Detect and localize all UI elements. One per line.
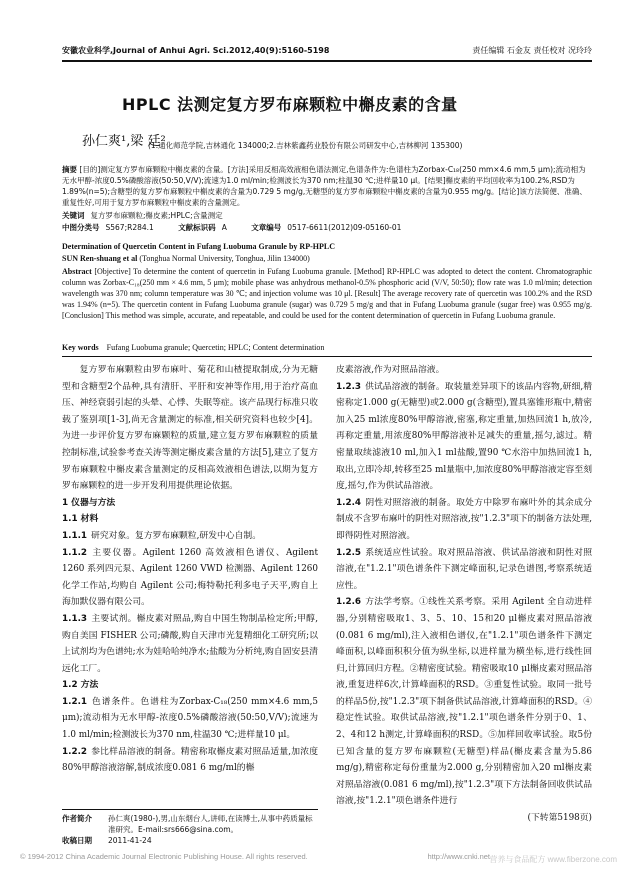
article-no-value: 0517-6611(2012)09-05160-01 bbox=[287, 223, 402, 232]
article-title: HPLC 法测定复方罗布麻颗粒中槲皮素的含量 bbox=[122, 95, 458, 114]
publisher-url: http://www.cnki.net bbox=[427, 852, 490, 861]
body-column-left bbox=[62, 362, 318, 777]
doc-code-label: 文献标识码 bbox=[178, 223, 216, 232]
header-rule bbox=[62, 60, 592, 62]
article-no-label: 文章编号 bbox=[251, 223, 282, 232]
text-1-2-2: 参比样品溶液的制备。精密称取槲皮素对照品适量,加浓度80%甲醇溶液溶解,制成浓度0.081 6 mg/ml的槲 bbox=[62, 746, 318, 774]
section-heading-1: 1 仪器与方法 bbox=[62, 497, 116, 508]
article-authors: 孙仁爽¹,梁 廷² bbox=[82, 134, 166, 149]
english-abstract-text: [Objective] To determine the content of quercetin in Fufang Luobuma granule. [Method] RP-HPLC was adopted to detect the content. Chromatographic column was Zorbax-C₁₈(250 mm × 4.6 mm, 5 μm); mobile phase was anhydrous methanol-0.5% phosphoric acid (V/V, 50:50); flow rate was 1.0 ml/min; detection wavelength was 370 nm; column temperature was 30 ℃; and injection volume was 10 μl. [Result] The average recovery rate of quercetin was 100.2% and the RSD was 1.94% (n=5). The quercetin content in Fufang Luobuma granule (sugar) was 0.729 5 mg/g and that in Fufang Luobuma granule (sugar free) was 0.955 mg/g. [Conclusion] This method was simple, accurate, and repeatable, and could be used for the content determination of quercetin in Fufang Luobuma granule. bbox=[62, 267, 592, 320]
text-1-2-3: 供试品溶液的制备。取装量差异项下的该品内容物,研细,精密称定1.000 g(无糖型)或2.000 g(含糖型),置具塞锥形瓶中,精密加入25 ml浓度80%甲醇溶液,密塞,称定重量,加热回流1 h,放冷,再称定重量,用浓度80%甲醇溶液补足减失的重量,摇匀,滤过。精密量取续滤液10 ml,加入1 ml盐酸,置90 ℃水浴中加热回流1 h,取出,立即冷却,转移至25 ml量瓶中,加浓度80%甲醇溶液定容至刻度,摇匀,作为供试品溶液。 bbox=[336, 381, 592, 492]
doc-code-value: A bbox=[221, 223, 227, 232]
paragraph-1-1-3 bbox=[62, 611, 318, 677]
number-1-2-4: 1.2.4 bbox=[336, 497, 362, 508]
continued-text: 皮素溶液,作为对照品溶液。 bbox=[336, 365, 445, 375]
abstract-rule bbox=[62, 356, 592, 357]
journal-citation: 安徽农业科学,Journal of Anhui Agri. Sci.2012,40(9):5160-5198 bbox=[62, 45, 330, 55]
number-1-2-3: 1.2.3 bbox=[336, 381, 362, 392]
received-date-row bbox=[62, 835, 318, 846]
received-date-label: 收稿日期 bbox=[62, 836, 92, 845]
author-bio-row bbox=[62, 813, 318, 835]
number-1-1-1: 1.1.1 bbox=[62, 530, 88, 541]
author-bio-text: 孙仁爽(1980-),男,山东烟台人,讲师,在读博士,从事中药质量标准研究。E-mail:srs666@sina.com。 bbox=[108, 814, 313, 834]
number-1-2-2: 1.2.2 bbox=[62, 746, 88, 757]
paragraph-1-2-6 bbox=[336, 594, 592, 810]
continued-on-page: (下转第5198页) bbox=[527, 813, 592, 824]
intro-paragraph: 复方罗布麻颗粒由罗布麻叶、菊花和山楂提取制成,分为无糖型和含糖型2个品种,具有清肝、平肝和安神等作用,用于治疗高血压、神经衰弱引起的头晕、心悸、失眠等症。该产品现行标准只收载了鉴别项[1-3],尚无含量测定的标准,相关研究资料也较少[4]。为进一步评价复方罗布麻颗粒的质量,建立复方罗布麻颗粒的质量控制标准,试验参考查关涛等测定槲皮素含量的方法[5],建立了复方罗布麻颗粒中槲皮素含量测定的反相高效液相色谱法,以期为复方罗布麻颗粒的进一步开发利用提供理论依据。 bbox=[62, 365, 318, 492]
paragraph-1-2-3 bbox=[336, 379, 592, 495]
body-column-right bbox=[336, 362, 592, 827]
text-1-1-2: 主要仪器。Agilent 1260 高效液相色谱仪、Agilent 1260 系列四元泵、Agilent 1260 VWD 检测器、Agilent 1260 化学工作站,均购自 Agilent 公司;梅特勒托利多电子天平,购自上海加默仪器有限公司。 bbox=[62, 547, 318, 608]
abstract-cn bbox=[62, 164, 592, 208]
number-1-1-3: 1.1.3 bbox=[62, 613, 88, 624]
english-keywords-label: Key words bbox=[62, 343, 99, 352]
text-1-1-1: 研究对象。复方罗布麻颗粒,研发中心自制。 bbox=[91, 530, 261, 541]
received-date-text: 2011-41-24 bbox=[108, 836, 152, 845]
keywords-cn-text: 复方罗布麻颗粒;槲皮素;HPLC;含量测定 bbox=[90, 211, 223, 220]
section-heading-1-1: 1.1 材料 bbox=[62, 514, 99, 525]
number-1-2-1: 1.2.1 bbox=[62, 696, 88, 707]
keywords-cn bbox=[62, 210, 245, 221]
text-1-1-3: 主要试剂。槲皮素对照品,购自中国生物制品检定所;甲醇,购自美国 FISHER 公司;磷酸,购自天津市光复精细化工研究所;以上试剂均为色谱纯;水为娃哈哈纯净水;盐酸为分析纯,购自固安县清远化工厂。 bbox=[62, 613, 318, 674]
english-abstract bbox=[62, 266, 592, 321]
paragraph-1-1-2 bbox=[62, 545, 318, 611]
english-title: Determination of Quercetin Content in Fufang Luobuma Granule by RP-HPLC bbox=[62, 242, 335, 251]
text-1-2-5: 系统适应性试验。取对照品溶液、供试品溶液和阴性对照溶液,在"1.2.1"项色谱条件下测定峰面积,记录色谱图,考察系统适应性。 bbox=[336, 547, 592, 591]
english-author bbox=[62, 254, 310, 263]
section-heading-1-2: 1.2 方法 bbox=[62, 680, 99, 691]
number-1-2-5: 1.2.5 bbox=[336, 547, 362, 558]
text-1-2-6: 方法学考察。①线性关系考察。采用 Agilent 全自动进样器,分别精密吸取1、3、5、10、15和20 μl槲皮素对照品溶液(0.081 6 mg/ml),注入液相色谱仪,在"1.2.1"项色谱条件下测定峰面积,以峰面积积分值为纵坐标,以进样量为横坐标,进行线性回归,计算回归方程。②精密度试验。精密吸取10 μl槲皮素对照品溶液,重复进样6次,计算峰面积的RSD。③重复性试验。取同一批号的样品5份,按"1.2.3"项下制备供试品溶液,计算峰面积的RSD。④稳定性试验。取供试品溶液,按"1.2.1"项色谱条件分别于0、1、2、4和12 h测定,计算峰面积的RSD。⑤加样回收率试验。取5份已知含量的复方罗布麻颗粒(无糖型)样品(槲皮素含量为5.86 mg/g),精密称定每份重量为2.000 g,分别精密加入20 ml槲皮素对照品溶液(0.081 6 mg/ml),按"1.2.3"项下方法制备回收供试品溶液,按"1.2.1"项色谱条件进行 bbox=[336, 597, 592, 807]
number-1-2-6: 1.2.6 bbox=[336, 597, 362, 608]
classification-line bbox=[62, 222, 423, 233]
text-1-2-4: 阴性对照溶液的制备。取处方中除罗布麻叶外的其余成分制成不含罗布麻叶的阴性对照溶液,按"1.2.3"项下的制备方法处理,即得阴性对照溶液。 bbox=[336, 497, 592, 541]
footnote bbox=[62, 813, 318, 846]
keywords-cn-label: 关键词 bbox=[62, 211, 85, 220]
running-header bbox=[62, 42, 592, 58]
paragraph-1-2-1 bbox=[62, 694, 318, 744]
paragraph-1-1-1 bbox=[62, 528, 318, 545]
paragraph-1-2-5 bbox=[336, 545, 592, 595]
english-keywords bbox=[62, 343, 324, 352]
author-bio-label: 作者简介 bbox=[62, 814, 92, 823]
text-1-2-1: 色谱条件。色谱柱为Zorbax-C₁₈(250 mm×4.6 mm,5 μm);流动相为无水甲醇-浓度0.5%磷酸溶液(50:50,V/V);流速为1.0 ml/min;检测波长为370 nm,柱温30 ℃;进样量10 μl。 bbox=[62, 696, 318, 741]
english-affiliation: (Tonghua Normal University, Tonghua, Jilin 134000) bbox=[139, 254, 310, 263]
footnote-rule bbox=[62, 809, 318, 810]
site-watermark: 营养与食品配方 www.fiberzone.com bbox=[489, 855, 617, 864]
english-author-name: SUN Ren-shuang et al bbox=[62, 254, 138, 263]
paragraph-1-2-2 bbox=[62, 744, 318, 777]
paragraph-1-2-4 bbox=[336, 495, 592, 545]
clc-value: S567;R284.1 bbox=[105, 223, 154, 232]
clc-label: 中图分类号 bbox=[62, 223, 100, 232]
editor-credits: 责任编辑 石金友 责任校对 况玲玲 bbox=[472, 45, 592, 55]
number-1-1-2: 1.1.2 bbox=[62, 547, 88, 558]
article-affiliation: (1.通化师范学院,吉林通化 134000;2.吉林紫鑫药业股份有限公司研发中心,吉林柳河 135300) bbox=[148, 141, 463, 150]
abstract-cn-text: [目的]测定复方罗布麻颗粒中槲皮素的含量。[方法]采用反相高效液相色谱法测定,色谱条件为:色谱柱为Zorbax-C₁₈(250 mm×4.6 mm,5 μm);流动相为无水甲醇-浓度0.5%磷酸溶液(50:50,V/V);流速为1.0 ml/min;检测波长为370 nm;柱温30 ℃;进样量10 μl。[结果]槲皮素的平均回收率为100.2%,RSD为1.89%(n=5);含糖型的复方罗布麻颗粒中槲皮素的含量为0.729 5 mg/g,无糖型的复方罗布麻颗粒中槲皮素的含量为0.955 mg/g。[结论]该方法简便、准确、重复性好,可用于复方罗布麻颗粒中槲皮素的含量测定。 bbox=[62, 165, 587, 207]
abstract-cn-label: 摘要 bbox=[62, 165, 77, 174]
copyright-text: © 1994-2012 China Academic Journal Electronic Publishing House. All rights reserved. bbox=[20, 852, 308, 861]
english-keywords-text: Fufang Luobuma granule; Quercetin; HPLC; Content determination bbox=[106, 343, 325, 352]
english-abstract-label: Abstract bbox=[62, 267, 92, 276]
